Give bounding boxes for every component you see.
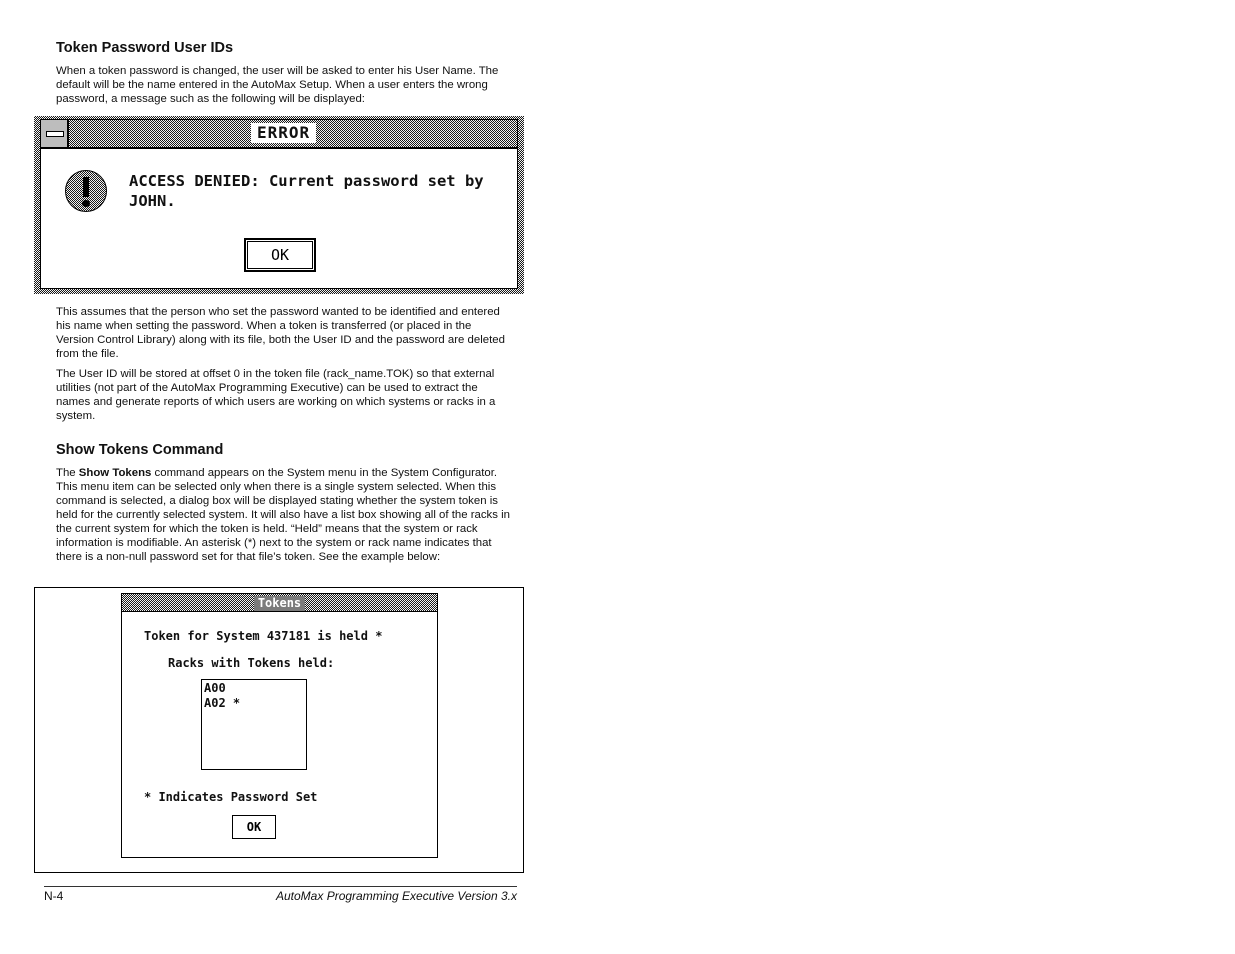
list-item[interactable]: A00 bbox=[204, 681, 226, 695]
password-set-note: * Indicates Password Set bbox=[144, 790, 318, 804]
lead-prefix: The bbox=[56, 467, 79, 479]
paragraph-user-id-storage: The User ID will be stored at offset 0 in the token file (rack_name.TOK) so that external utilities (not part of the AutoMax Programming Executive) can be used to extract the names and generate reports of which users are working on which systems or racks in a system. bbox=[56, 368, 496, 422]
error-dialog-body bbox=[40, 119, 518, 289]
error-titlebar bbox=[41, 120, 517, 149]
error-dialog bbox=[34, 116, 524, 294]
show-tokens-paragraph bbox=[56, 466, 511, 564]
tokens-figure-frame bbox=[34, 587, 524, 873]
error-ok-button[interactable]: OK bbox=[244, 238, 316, 272]
paragraph-identification: This assumes that the person who set the password wanted to be identified and entered his name when setting the password. When a token is transferred (or placed in the Version Control Library) along with its file, both the User ID and the password are deleted from the file. bbox=[56, 306, 505, 360]
list-item[interactable]: A02 * bbox=[204, 696, 241, 710]
racks-listbox[interactable] bbox=[201, 679, 307, 770]
system-token-status: Token for System 437181 is held * bbox=[144, 629, 383, 643]
footer-divider bbox=[44, 886, 517, 887]
tokens-dialog bbox=[121, 593, 438, 858]
intro-paragraph: When a token password is changed, the user will be asked to enter his User Name. The default will be the name entered in the AutoMax Setup. When a user enters the wrong password, a message such as the following will be displayed: bbox=[56, 65, 499, 105]
page-number: N-4 bbox=[44, 889, 64, 903]
section-heading-token-password-user-ids: Token Password User IDs bbox=[56, 40, 234, 56]
system-menu-icon[interactable] bbox=[41, 120, 69, 147]
footer-document-title: AutoMax Programming Executive Version 3.x bbox=[276, 889, 517, 903]
exclamation-icon bbox=[65, 170, 107, 212]
error-message: ACCESS DENIED: Current password set by JOHN. bbox=[129, 172, 484, 210]
error-dialog-title: ERROR bbox=[251, 123, 316, 143]
tokens-dialog-title: Tokens bbox=[254, 596, 305, 611]
section-heading-show-tokens-command: Show Tokens Command bbox=[56, 442, 224, 458]
tokens-titlebar bbox=[122, 594, 437, 612]
racks-heading: Racks with Tokens held: bbox=[168, 656, 335, 670]
tokens-ok-button[interactable]: OK bbox=[232, 815, 276, 839]
lead-rest: command appears on the System menu in the System Configurator. This menu item can be selected only when there is a single system selected. When this command is selected, a dialog box will be displayed stating whether the system token is held for the currently selected system. It will also have a list box showing all of the racks in the current system for which the token is held. “Held” means that the system or rack information is modifiable. An asterisk (*) next to the system or rack name indicates that there is a non-null password set for that file’s token. See the example below: bbox=[56, 467, 510, 563]
command-name: Show Tokens bbox=[78, 467, 152, 479]
